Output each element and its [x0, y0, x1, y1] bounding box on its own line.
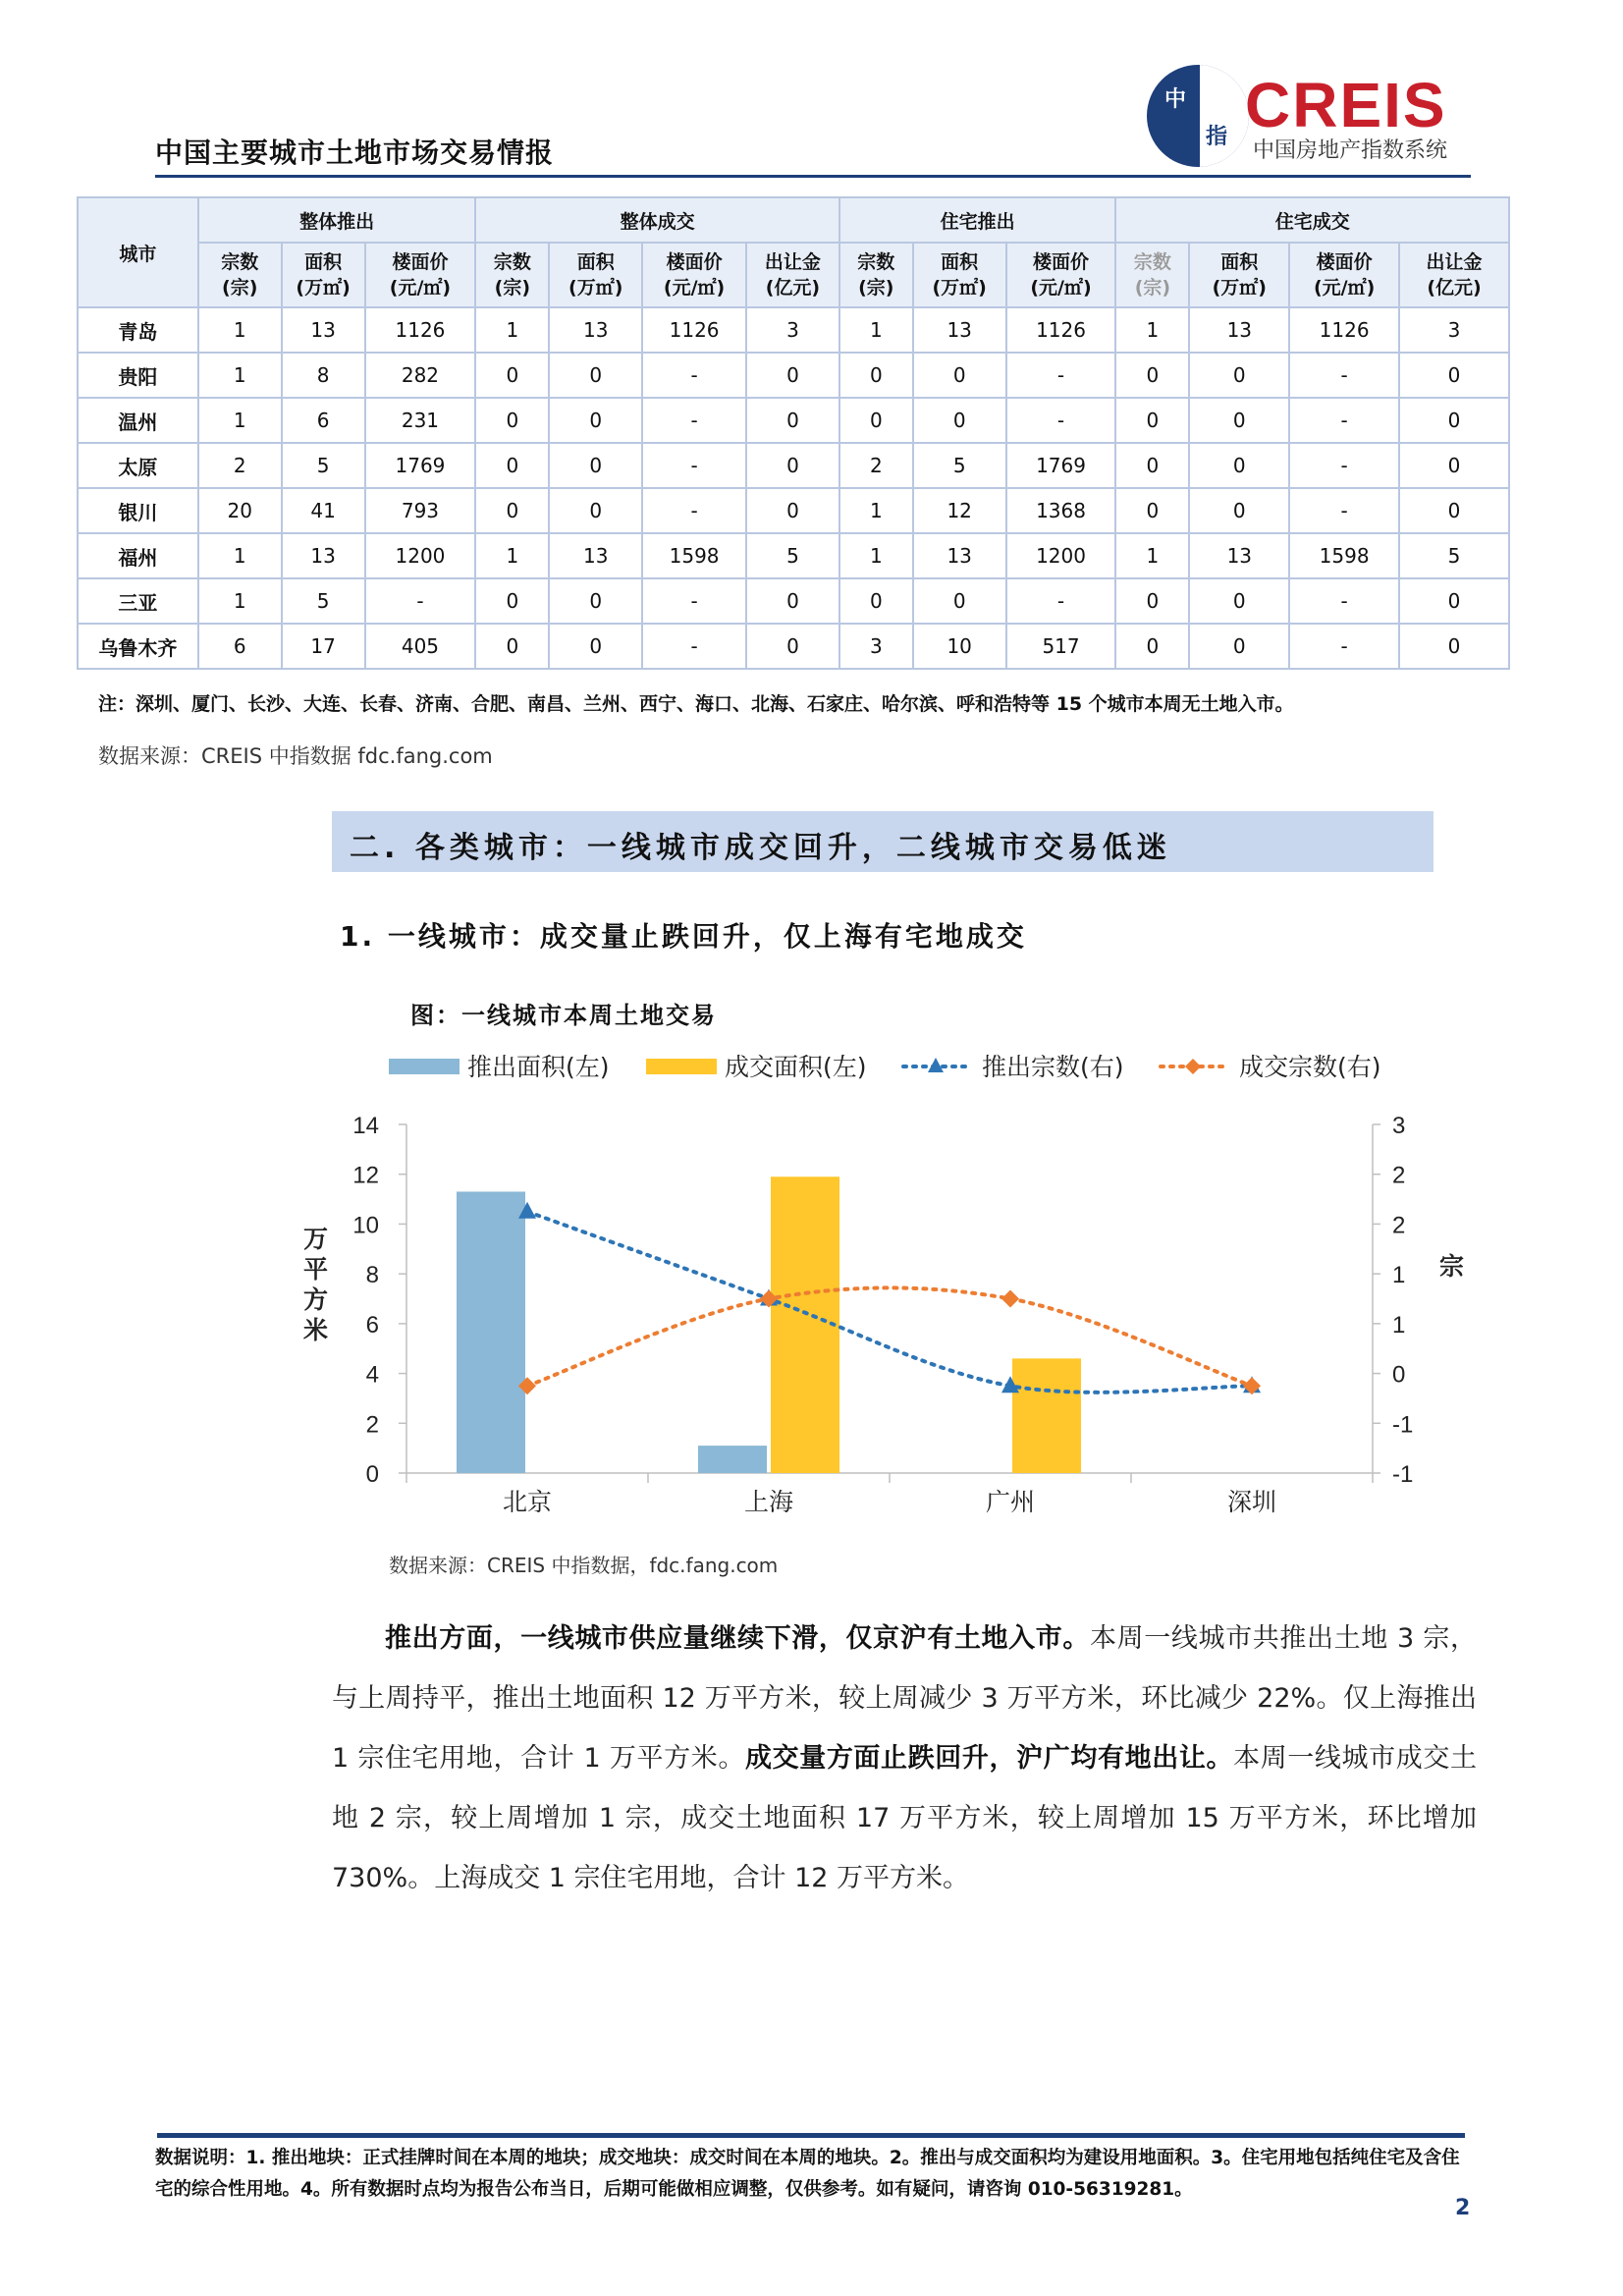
table-cell: 13 — [1189, 307, 1289, 353]
table-cell: 1 — [198, 307, 282, 353]
document-title: 中国主要城市土地市场交易情报 — [155, 137, 555, 169]
table-cell: 1 — [198, 398, 282, 443]
table-cell: 5 — [913, 443, 1006, 488]
table-cell: 0 — [549, 624, 642, 669]
column-header-unit: (元/㎡) — [1313, 277, 1376, 299]
table-cell: 1769 — [365, 443, 476, 488]
table-cell: 1126 — [1006, 307, 1116, 353]
city-cell: 太原 — [78, 443, 198, 488]
table-cell: 1 — [1115, 533, 1189, 578]
table-cell: 1598 — [642, 533, 746, 578]
footer-note: 数据说明：1. 推出地块：正式挂牌时间在本周的地块；成交地块：成交时间在本周的地块。2。推出与成交面积均为建设用地面积。3。住宅用地包括纯住宅及含住宅的综合性用地。4。所有数据时点均为报告公布当日，后期可能做相应调整，仅供参考。如有疑问，请咨询 010-56319281。 — [155, 2148, 1460, 2200]
table-note: 注：深圳、厦门、长沙、大连、长春、济南、合肥、南昌、兰州、西宁、海口、北海、石家庄、哈尔滨、呼和浩特等 15 个城市本周无土地入市。 — [98, 693, 1294, 715]
city-cell: 贵阳 — [78, 353, 198, 398]
para-text-2: 本周一线城市成交土地 2 宗，较上周增加 1 宗，成交土地面积 17 万平方米，较上周增加 15 万平方米，环比增加 730%。上海成交 1 宗住宅用地，合计 12 万平方米。 — [332, 1743, 1478, 1893]
bar-supply — [698, 1446, 767, 1473]
table-cell: 8 — [282, 353, 365, 398]
column-header-label: 面积 — [576, 251, 615, 273]
y2-tick-label: -1 — [1392, 1461, 1414, 1488]
subsection-title: 1. 一线城市：成交量止跌回升，仅上海有宅地成交 — [340, 920, 1027, 953]
legend-label: 推出面积(左) — [467, 1053, 610, 1081]
table-cell: 1 — [839, 533, 913, 578]
column-header — [1006, 243, 1116, 307]
group-header: 整体推出 — [198, 197, 476, 243]
column-header — [1115, 243, 1189, 307]
column-header-unit: (万㎡) — [932, 277, 987, 299]
table-cell: - — [1289, 398, 1399, 443]
table-cell: - — [642, 624, 746, 669]
column-header-unit: (万㎡) — [568, 277, 623, 299]
table-cell: 0 — [1115, 578, 1189, 624]
table-cell: 0 — [1115, 353, 1189, 398]
table-source: 数据来源：CREIS 中指数据 fdc.fang.com — [98, 744, 493, 768]
table-cell: 0 — [746, 398, 839, 443]
table-cell: - — [1289, 578, 1399, 624]
table-cell: 1 — [198, 353, 282, 398]
column-header-unit: (宗) — [222, 277, 258, 299]
table-cell: 0 — [1115, 624, 1189, 669]
table-cell: 0 — [549, 488, 642, 533]
column-header-unit: (亿元) — [765, 277, 821, 299]
table-cell: 13 — [282, 533, 365, 578]
column-header — [642, 243, 746, 307]
table-cell: 13 — [913, 307, 1006, 353]
table-cell: 0 — [913, 398, 1006, 443]
column-header-label: 楼面价 — [1316, 251, 1373, 273]
table-cell: 231 — [365, 398, 476, 443]
table-cell: 0 — [475, 443, 549, 488]
bar-deal — [1012, 1358, 1081, 1473]
table-row — [78, 398, 1509, 443]
table-cell: 0 — [1189, 578, 1289, 624]
table-cell: 0 — [1399, 443, 1509, 488]
y-tick-label: 12 — [352, 1162, 379, 1189]
figure-title: 图：一线城市本周土地交易 — [410, 1002, 717, 1029]
legend-label: 推出宗数(右) — [982, 1053, 1124, 1081]
legend-label: 成交面积(左) — [725, 1053, 867, 1081]
table-row — [78, 578, 1509, 624]
x-tick-label: 上海 — [743, 1488, 794, 1516]
tier1-land-chart — [295, 1041, 1473, 1532]
legend-marker — [928, 1058, 944, 1072]
y2-tick-label: 2 — [1392, 1212, 1406, 1239]
city-cell: 三亚 — [78, 578, 198, 624]
table-cell: 0 — [1399, 578, 1509, 624]
table-cell: 0 — [475, 578, 549, 624]
x-tick-label: 北京 — [502, 1488, 553, 1516]
table-cell: 0 — [1115, 398, 1189, 443]
table-cell: 17 — [282, 624, 365, 669]
y-tick-label: 6 — [365, 1311, 379, 1339]
column-header-label: 宗数 — [1133, 251, 1171, 273]
city-header: 城市 — [78, 197, 198, 307]
y-tick-label: 8 — [365, 1262, 379, 1289]
column-header-unit: (万㎡) — [296, 277, 351, 299]
column-header-label: 宗数 — [221, 251, 259, 273]
table-cell: - — [642, 353, 746, 398]
table-cell: 1 — [475, 533, 549, 578]
y2-tick-label: 3 — [1392, 1113, 1406, 1139]
column-header-label: 面积 — [941, 251, 979, 273]
table-row — [78, 307, 1509, 353]
column-header-label: 宗数 — [857, 251, 895, 273]
table-cell: 0 — [1189, 353, 1289, 398]
para-text-1: 本周一线城市共推出土地 3 宗，与上周持平，推出土地面积 12 万平方米，较上周减少 3 万平方米，环比减少 22%。仅上海推出 1 宗住宅用地，合计 1 万平方米。 — [332, 1623, 1478, 1774]
table-cell: 20 — [198, 488, 282, 533]
table-cell: 1368 — [1006, 488, 1116, 533]
table-cell: 0 — [913, 353, 1006, 398]
table-cell: 0 — [475, 624, 549, 669]
table-cell: - — [1289, 443, 1399, 488]
table-cell: 1598 — [1289, 533, 1399, 578]
legend-swatch — [389, 1059, 460, 1074]
table-cell: 0 — [549, 443, 642, 488]
table-cell: 0 — [549, 578, 642, 624]
creis-logo — [1147, 65, 1481, 173]
page-number: 2 — [1455, 2196, 1471, 2220]
table-cell: 0 — [1399, 488, 1509, 533]
column-header-unit: (元/㎡) — [663, 277, 726, 299]
legend-marker — [1185, 1059, 1201, 1074]
y2-tick-label: 1 — [1392, 1262, 1406, 1289]
table-cell: 0 — [1115, 443, 1189, 488]
y-axis-title: 万平方米 — [299, 1226, 329, 1347]
column-header — [198, 243, 282, 307]
y-tick-label: 10 — [352, 1212, 379, 1239]
table-cell: 2 — [198, 443, 282, 488]
table-cell: 0 — [475, 353, 549, 398]
column-header — [1189, 243, 1289, 307]
line-triangle — [527, 1212, 1252, 1393]
table-cell: - — [1006, 398, 1116, 443]
column-header-unit: (元/㎡) — [389, 277, 452, 299]
table-cell: 1 — [475, 307, 549, 353]
table-cell: 0 — [549, 353, 642, 398]
table-cell: 6 — [198, 624, 282, 669]
city-cell: 青岛 — [78, 307, 198, 353]
column-header — [746, 243, 839, 307]
group-header: 整体成交 — [475, 197, 839, 243]
table-cell: 0 — [839, 398, 913, 443]
table-cell: 1769 — [1006, 443, 1116, 488]
city-cell: 乌鲁木齐 — [78, 624, 198, 669]
y-tick-label: 0 — [365, 1461, 379, 1488]
para-bold-1: 推出方面，一线城市供应量继续下滑，仅京沪有土地入市。 — [385, 1623, 1091, 1654]
column-header — [1399, 243, 1509, 307]
column-header-label: 楼面价 — [1033, 251, 1090, 273]
y2-axis-title: 宗 — [1439, 1252, 1465, 1281]
column-header — [365, 243, 476, 307]
column-header — [839, 243, 913, 307]
footer-divider — [157, 2133, 1465, 2138]
table-cell: 5 — [746, 533, 839, 578]
body-paragraph — [332, 1609, 1477, 1908]
table-cell: 1 — [839, 307, 913, 353]
table-row — [78, 533, 1509, 578]
city-cell: 温州 — [78, 398, 198, 443]
column-header-label: 楼面价 — [392, 251, 449, 273]
table-cell: 12 — [913, 488, 1006, 533]
table-cell: 41 — [282, 488, 365, 533]
table-cell: 1 — [198, 533, 282, 578]
table-cell: 5 — [1399, 533, 1509, 578]
legend-swatch — [646, 1059, 717, 1074]
table-cell: - — [1289, 624, 1399, 669]
section-title: 二. 各类城市：一线城市成交回升，二线城市交易低迷 — [350, 831, 1171, 865]
table-cell: 3 — [746, 307, 839, 353]
para-bold-2: 成交量方面止跌回升，沪广均有地出让。 — [744, 1743, 1234, 1774]
table-cell: - — [642, 398, 746, 443]
column-header — [549, 243, 642, 307]
column-header — [282, 243, 365, 307]
table-cell: 13 — [282, 307, 365, 353]
column-header-unit: (元/㎡) — [1030, 277, 1092, 299]
y2-tick-label: 0 — [1392, 1361, 1406, 1389]
table-cell: 0 — [475, 398, 549, 443]
table-cell: 0 — [1189, 488, 1289, 533]
bar-supply — [457, 1191, 525, 1473]
logo-text: CREIS — [1245, 70, 1447, 140]
table-cell: 3 — [1399, 307, 1509, 353]
table-cell: - — [642, 488, 746, 533]
figure-source: 数据来源：CREIS 中指数据，fdc.fang.com — [389, 1554, 779, 1577]
table-cell: 0 — [746, 443, 839, 488]
table-cell: 0 — [1189, 443, 1289, 488]
table-cell: 1126 — [365, 307, 476, 353]
table-cell: 1200 — [1006, 533, 1116, 578]
bar-deal — [771, 1176, 839, 1473]
y2-tick-label: 1 — [1392, 1311, 1406, 1339]
y-tick-label: 2 — [365, 1411, 379, 1439]
table-cell: 1 — [198, 578, 282, 624]
x-tick-label: 广州 — [985, 1488, 1036, 1516]
group-header: 住宅推出 — [839, 197, 1116, 243]
city-cell: 福州 — [78, 533, 198, 578]
table-cell: 1200 — [365, 533, 476, 578]
logo-mark-top: 中 — [1164, 87, 1187, 112]
table-cell: 13 — [549, 533, 642, 578]
column-header — [1289, 243, 1399, 307]
table-cell: - — [642, 443, 746, 488]
column-header-unit: (宗) — [858, 277, 894, 299]
table-cell: 13 — [549, 307, 642, 353]
table-cell: 1 — [1115, 307, 1189, 353]
table-cell: - — [1289, 353, 1399, 398]
table-cell: 5 — [282, 443, 365, 488]
table-cell: 793 — [365, 488, 476, 533]
table-cell: 6 — [282, 398, 365, 443]
logo-subtitle: 中国房地产指数系统 — [1253, 138, 1448, 163]
column-header-label: 楼面价 — [666, 251, 723, 273]
y-tick-label: 14 — [352, 1113, 379, 1139]
table-cell: 2 — [839, 443, 913, 488]
x-tick-label: 深圳 — [1226, 1488, 1277, 1516]
table-cell: 405 — [365, 624, 476, 669]
city-cell: 银川 — [78, 488, 198, 533]
table-cell: 0 — [549, 398, 642, 443]
table-cell: 5 — [282, 578, 365, 624]
logo-mark-bottom: 指 — [1206, 125, 1228, 149]
table-cell: 1126 — [1289, 307, 1399, 353]
table-cell: 282 — [365, 353, 476, 398]
column-header-label: 面积 — [304, 251, 343, 273]
table-cell: 0 — [1399, 624, 1509, 669]
table-cell: 0 — [1189, 624, 1289, 669]
table-row — [78, 624, 1509, 669]
table-cell: - — [365, 578, 476, 624]
column-header-label: 出让金 — [764, 251, 821, 273]
group-header: 住宅成交 — [1115, 197, 1509, 243]
table-cell: 0 — [746, 353, 839, 398]
table-cell: 517 — [1006, 624, 1116, 669]
table-row — [78, 353, 1509, 398]
table-cell: 0 — [1189, 398, 1289, 443]
table-cell: 0 — [913, 578, 1006, 624]
y2-tick-label: -1 — [1392, 1411, 1414, 1439]
column-header-unit: (宗) — [1134, 277, 1171, 299]
table-row — [78, 488, 1509, 533]
y-tick-label: 4 — [365, 1361, 379, 1389]
table-cell: 0 — [1399, 398, 1509, 443]
header-divider — [155, 175, 1471, 178]
table-cell: - — [1006, 578, 1116, 624]
table-cell: 0 — [839, 578, 913, 624]
marker-diamond — [1001, 1290, 1019, 1308]
table-cell: 10 — [913, 624, 1006, 669]
table-cell: - — [1289, 488, 1399, 533]
table-cell: - — [642, 578, 746, 624]
table-cell: 1 — [839, 488, 913, 533]
y2-tick-label: 2 — [1392, 1162, 1406, 1189]
table-cell: 0 — [839, 353, 913, 398]
logo-mark-icon — [1147, 65, 1249, 167]
table-cell: 13 — [1189, 533, 1289, 578]
column-header-label: 面积 — [1220, 251, 1259, 273]
line-diamond — [527, 1287, 1252, 1386]
table-row — [78, 443, 1509, 488]
column-header-label: 出让金 — [1426, 251, 1483, 273]
table-cell: 0 — [475, 488, 549, 533]
column-header — [475, 243, 549, 307]
column-header-unit: (宗) — [494, 277, 531, 299]
table-cell: 13 — [913, 533, 1006, 578]
table-cell: 0 — [746, 488, 839, 533]
table-cell: - — [1006, 353, 1116, 398]
table-cell: 1126 — [642, 307, 746, 353]
table-cell: 0 — [1115, 488, 1189, 533]
table-cell: 0 — [1399, 353, 1509, 398]
column-header-label: 宗数 — [493, 251, 531, 273]
table-cell: 0 — [746, 624, 839, 669]
column-header-unit: (亿元) — [1427, 277, 1482, 299]
table-cell: 3 — [839, 624, 913, 669]
legend-label: 成交宗数(右) — [1239, 1053, 1381, 1081]
column-header-unit: (万㎡) — [1212, 277, 1267, 299]
column-header — [913, 243, 1006, 307]
land-transaction-table — [77, 196, 1510, 670]
table-cell: 0 — [746, 578, 839, 624]
